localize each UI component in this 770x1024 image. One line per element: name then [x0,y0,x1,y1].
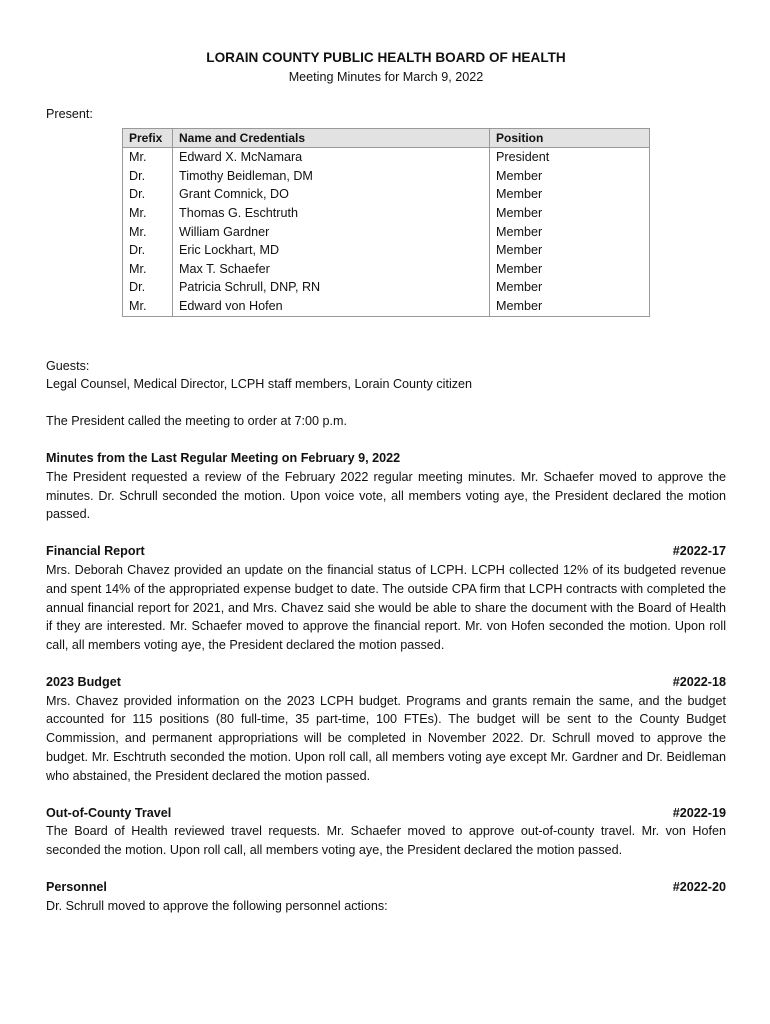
section-out-of-county-travel [46,804,726,860]
motion-number: #2022-20 [672,880,726,895]
cell-name: Edward von Hofen [173,297,490,316]
section-body: Dr. Schrull moved to approve the following personnel actions: [46,898,388,913]
section-personnel [46,878,726,916]
section-heading [46,542,726,561]
section-body: The Board of Health reviewed travel requests. Mr. Schaefer moved to approve out-of-county travel. Mr. von Hofen seconded the motion. Upon roll call, all members voting aye, the President declared the motion passed. [46,824,726,858]
document-subtitle: Meeting Minutes for March 9, 2022 [288,70,484,84]
section-title: 2023 Budget [46,674,121,689]
section-previous-minutes [46,449,726,524]
guests-text: Legal Counsel, Medical Director, LCPH staff members, Lorain County citizen [46,377,473,392]
cell-position: Member [490,204,650,223]
call-to-order: The President called the meeting to order at 7:00 p.m. [46,414,348,429]
section-heading [46,449,726,468]
column-header-position: Position [490,128,650,148]
cell-prefix: Mr. [123,223,173,242]
column-header-name: Name and Credentials [173,128,490,148]
cell-prefix: Dr. [123,278,173,297]
table-row [123,167,650,186]
cell-name: Max T. Schaefer [173,260,490,279]
section-heading [46,878,726,897]
cell-name: Timothy Beidleman, DM [173,167,490,186]
section-2023-budget [46,673,726,786]
attendance-table [122,128,650,317]
column-header-prefix: Prefix [123,128,173,148]
table-row [123,241,650,260]
cell-position: Member [490,167,650,186]
cell-position: Member [490,260,650,279]
cell-name: Thomas G. Eschtruth [173,204,490,223]
table-header-row [123,128,650,148]
motion-number: #2022-17 [672,544,726,559]
section-body: Mrs. Deborah Chavez provided an update on the financial status of LCPH. LCPH collected 12% of its budgeted revenue and spent 14% of the appropriated expense budget to date. The outside CPA firm that LCPH contracts with completed the annual financial report for 2021, and Mrs. Chavez said she would be able to share the document with the Board of Health if they are interested. Mr. Schaefer moved to approve the financial report. Mr. von Hofen seconded the motion. Upon roll call, all members voting aye, the President declared the motion passed. [46,562,726,653]
cell-prefix: Mr. [123,204,173,223]
table-row [123,185,650,204]
cell-prefix: Dr. [123,185,173,204]
table-row [123,204,650,223]
section-title: Minutes from the Last Regular Meeting on February 9, 2022 [46,450,401,465]
cell-prefix: Mr. [123,297,173,316]
table-row [123,223,650,242]
section-financial-report [46,542,726,655]
cell-prefix: Mr. [123,260,173,279]
cell-position: Member [490,278,650,297]
section-title: Out-of-County Travel [46,805,172,820]
cell-position: Member [490,297,650,316]
cell-position: Member [490,241,650,260]
present-label: Present: [46,106,93,121]
section-title: Financial Report [46,544,145,559]
document-title: LORAIN COUNTY PUBLIC HEALTH BOARD OF HEALTH [206,50,566,65]
cell-prefix: Dr. [123,167,173,186]
table-row [123,278,650,297]
cell-position: Member [490,223,650,242]
cell-name: Edward X. McNamara [173,148,490,167]
motion-number: #2022-19 [672,805,726,820]
cell-prefix: Dr. [123,241,173,260]
guests-label: Guests: [46,358,90,373]
document-page [46,48,726,916]
section-body: The President requested a review of the February 2022 regular meeting minutes. Mr. Schaefer moved to approve the minutes. Dr. Schrull seconded the motion. Upon voice vote, all members voting aye, the President declared the motion passed. [46,469,726,522]
cell-name: Grant Comnick, DO [173,185,490,204]
cell-position: Member [490,185,650,204]
cell-name: Eric Lockhart, MD [173,241,490,260]
table-row [123,260,650,279]
section-heading [46,804,726,823]
section-title: Personnel [46,880,107,895]
cell-name: Patricia Schrull, DNP, RN [173,278,490,297]
cell-position: President [490,148,650,167]
table-row [123,297,650,316]
section-heading [46,673,726,692]
table-row [123,148,650,167]
cell-name: William Gardner [173,223,490,242]
motion-number: #2022-18 [672,674,726,689]
cell-prefix: Mr. [123,148,173,167]
section-body: Mrs. Chavez provided information on the 2023 LCPH budget. Programs and grants remain the same, and the budget accounted for 115 positions (80 full-time, 35 part-time, 100 FTEs). The budget will be sent to the County Budget Commission, and permanent appropriations will be completed in November 2022. Dr. Schrull moved to approve the budget. Mr. Eschtruth seconded the motion. Upon roll call, all members voting aye except Mr. Gardner and Dr. Beidleman who abstained, the President declared the motion passed. [46,693,726,783]
